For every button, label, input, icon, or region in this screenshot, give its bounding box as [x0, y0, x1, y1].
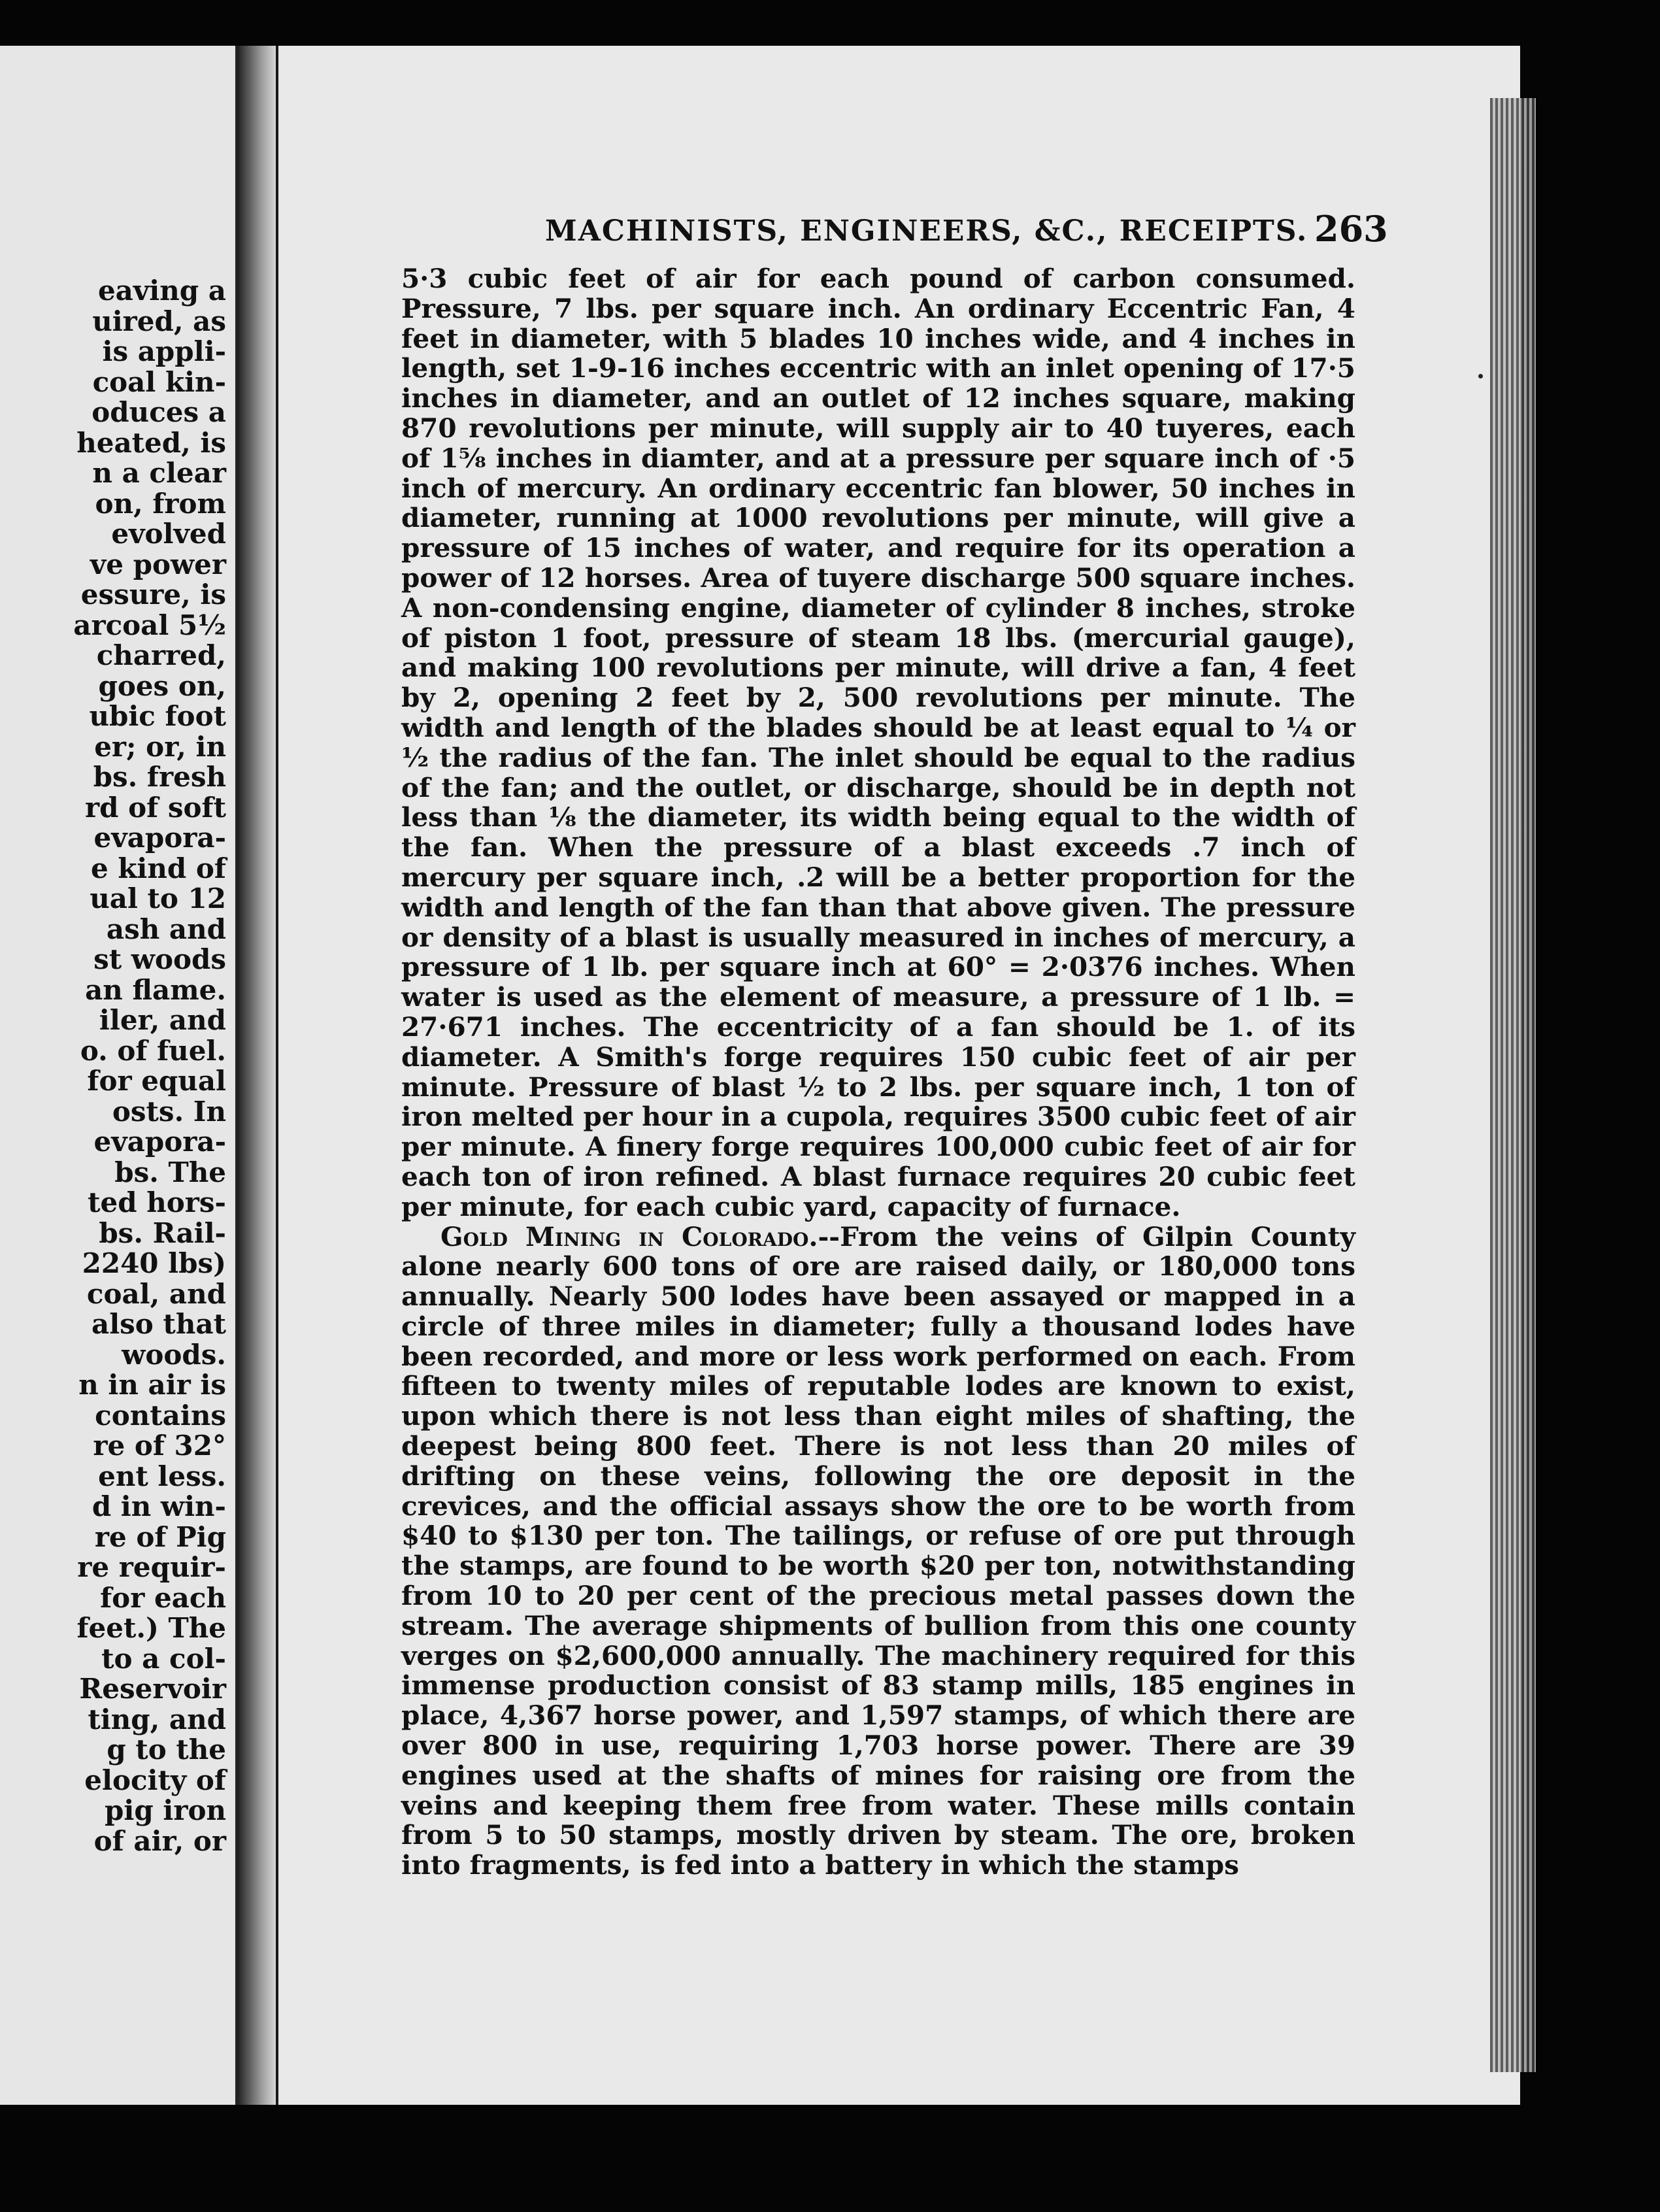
- left-page-line: arcoal 5½: [73, 609, 226, 641]
- left-page-line: bs. The: [114, 1156, 226, 1188]
- left-page-line: coal kin-: [92, 365, 226, 398]
- left-page-line: iler, and: [99, 1004, 226, 1036]
- left-page-line: ting, and: [88, 1703, 226, 1735]
- left-page-line: e kind of: [90, 852, 226, 884]
- left-page-line: ual to 12: [90, 882, 226, 914]
- left-page-line: essure, is: [80, 578, 226, 611]
- left-page-line: pig iron: [105, 1794, 226, 1826]
- left-page-line: re of 32°: [93, 1430, 226, 1462]
- left-page-line: st woods: [93, 943, 226, 975]
- page-edges: [1490, 98, 1536, 2072]
- left-page-line: g to the: [107, 1734, 226, 1766]
- left-page: [0, 46, 239, 2105]
- left-page-line: uired, as: [92, 305, 226, 337]
- left-page-line: also that: [91, 1308, 226, 1340]
- left-page-line: to a col-: [101, 1642, 226, 1675]
- left-page-line: woods.: [122, 1338, 226, 1371]
- left-page-line: evolved: [111, 518, 226, 550]
- left-page-line: feet.) The: [76, 1612, 226, 1644]
- left-page-line: re requir-: [77, 1551, 226, 1583]
- book-gutter: [239, 46, 276, 2105]
- left-page-line: er; or, in: [94, 730, 226, 763]
- running-header: MACHINISTS, ENGINEERS, &C., RECEIPTS.: [545, 214, 1308, 248]
- left-page-line: charred,: [96, 639, 226, 671]
- left-page-line: an flame.: [85, 973, 226, 1006]
- left-page-line: contains: [95, 1399, 226, 1432]
- left-page-line: ve power: [90, 548, 226, 580]
- left-page-line: re of Pig: [94, 1520, 226, 1553]
- left-page-text-column: [10, 276, 226, 1856]
- left-page-line: bs. fresh: [93, 761, 226, 793]
- left-page-line: ent less.: [98, 1460, 226, 1492]
- left-page-line: for equal: [87, 1065, 226, 1097]
- left-page-line: n a clear: [92, 457, 226, 489]
- left-page-line: ted hors-: [88, 1186, 226, 1218]
- left-page-line: elocity of: [84, 1764, 226, 1796]
- left-page-line: o. of fuel.: [80, 1034, 226, 1067]
- left-page-line: n in air is: [78, 1369, 226, 1401]
- speck: [1478, 374, 1483, 378]
- left-page-line: heated, is: [76, 426, 226, 459]
- left-page-line: 2240 lbs): [82, 1247, 226, 1279]
- left-page-line: osts. In: [112, 1095, 226, 1128]
- right-page: [276, 46, 1520, 2105]
- left-page-line: oduces a: [91, 396, 226, 428]
- left-page-line: for each: [100, 1581, 226, 1614]
- left-page-line: evapora-: [93, 822, 226, 854]
- page-number: 263: [1314, 208, 1388, 250]
- left-page-line: ash and: [106, 913, 226, 945]
- left-page-line: Reservoir: [79, 1673, 226, 1705]
- left-page-line: of air, or: [93, 1824, 226, 1857]
- page-body: [401, 264, 1355, 1881]
- left-page-line: d in win-: [91, 1490, 226, 1522]
- left-page-line: on, from: [95, 487, 226, 520]
- left-page-line: eaving a: [97, 275, 226, 307]
- paragraph-gold-mining-text: --From the veins of Gilpin County alone nearly 600 tons of ore are raised daily, or 180,000 tons annually. Nearly 500 lodes have been assayed or mapped in a circle of three miles in diameter; fully a thousand lodes have been recorded, and more or less work performed on each. From fifteen to twenty miles of reputable lodes are known to exist, upon which there is not less than eight miles of shafting, the deepest being 800 feet. There is not less than 20 miles of drifting on these veins, following the ore deposit in the crevices, and the official assays show the ore to be worth from $40 to $130 per ton. The tailings, or refuse of ore put through the stamps, are found to be worth $20 per ton, notwithstanding from 10 to 20 per cent of the precious metal passes down the stream. The average shipments of bullion from this one county verges on $2,600,000 annually. The machinery required for this immense production consist of 83 stamp mills, 185 engines in place, 4,367 horse power, and 1,597 stamps, of which there are over 800 in use, requiring 1,703 horse power. There are 39 engines used at the shafts of mines for raising ore from the veins and keeping them free from water. These mills contain from 5 to 50 stamps, mostly driven by steam. The ore, broken into fragments, is fed into a battery in which the stamps: [401, 1220, 1355, 1881]
- left-page-line: bs. Rail-: [99, 1216, 226, 1249]
- section-heading: Gold Mining in Colorado.: [440, 1220, 818, 1252]
- paragraph-gold-mining: [401, 1222, 1355, 1881]
- left-page-line: coal, and: [86, 1277, 226, 1310]
- left-page-line: goes on,: [98, 669, 226, 702]
- left-page-line: ubic foot: [89, 700, 226, 732]
- paragraph-fan-blowers: 5·3 cubic feet of air for each pound of carbon consumed. Pressure, 7 lbs. per square inch. An ordinary Eccentric Fan, 4 feet in diameter, with 5 blades 10 inches wide, and 4 inches in length, set 1-9-16 inches eccentric with an inlet opening of 17·5 inches in diameter, and an outlet of 12 inches square, making 870 revolutions per minute, will supply air to 40 tuyeres, each of 1⅝ inches in diamter, and at a pressure per square inch of ·5 inch of mercury. An ordinary eccentric fan blower, 50 inches in diameter, running at 1000 revolutions per minute, will give a pressure of 15 inches of water, and require for its operation a power of 12 horses. Area of tuyere discharge 500 square inches. A non-condensing engine, diameter of cylinder 8 inches, stroke of piston 1 foot, pressure of steam 18 lbs. (mercurial gauge), and making 100 revolutions per minute, will drive a fan, 4 feet by 2, opening 2 feet by 2, 500 revolutions per minute. The width and length of the blades should be at least equal to ¼ or ½ the radius of the fan. The inlet should be equal to the radius of the fan; and the outlet, or discharge, should be in depth not less than ⅛ the diameter, its width being equal to the width of the fan. When the pressure of a blast exceeds .7 inch of mercury per square inch, .2 will be a better proportion for the width and length of the fan than that above given. The pressure or density of a blast is usually measured in inches of mercury, a pressure of 1 lb. per square inch at 60° = 2·0376 inches. When water is used as the element of measure, a pressure of 1 lb. = 27·671 inches. The eccentricity of a fan should be 1. of its diameter. A Smith's forge requires 150 cubic feet of air per minute. Pressure of blast ½ to 2 lbs. per square inch, 1 ton of iron melted per hour in a cupola, requires 3500 cubic feet of air per minute. A finery forge requires 100,000 cubic feet of air for each ton of iron refined. A blast furnace requires 20 cubic feet per minute, for each cubic yard, capacity of furnace.: [401, 263, 1355, 1222]
- left-page-line: is appli-: [102, 335, 226, 367]
- left-page-line: rd of soft: [85, 791, 226, 824]
- left-page-line: evapora-: [93, 1126, 226, 1158]
